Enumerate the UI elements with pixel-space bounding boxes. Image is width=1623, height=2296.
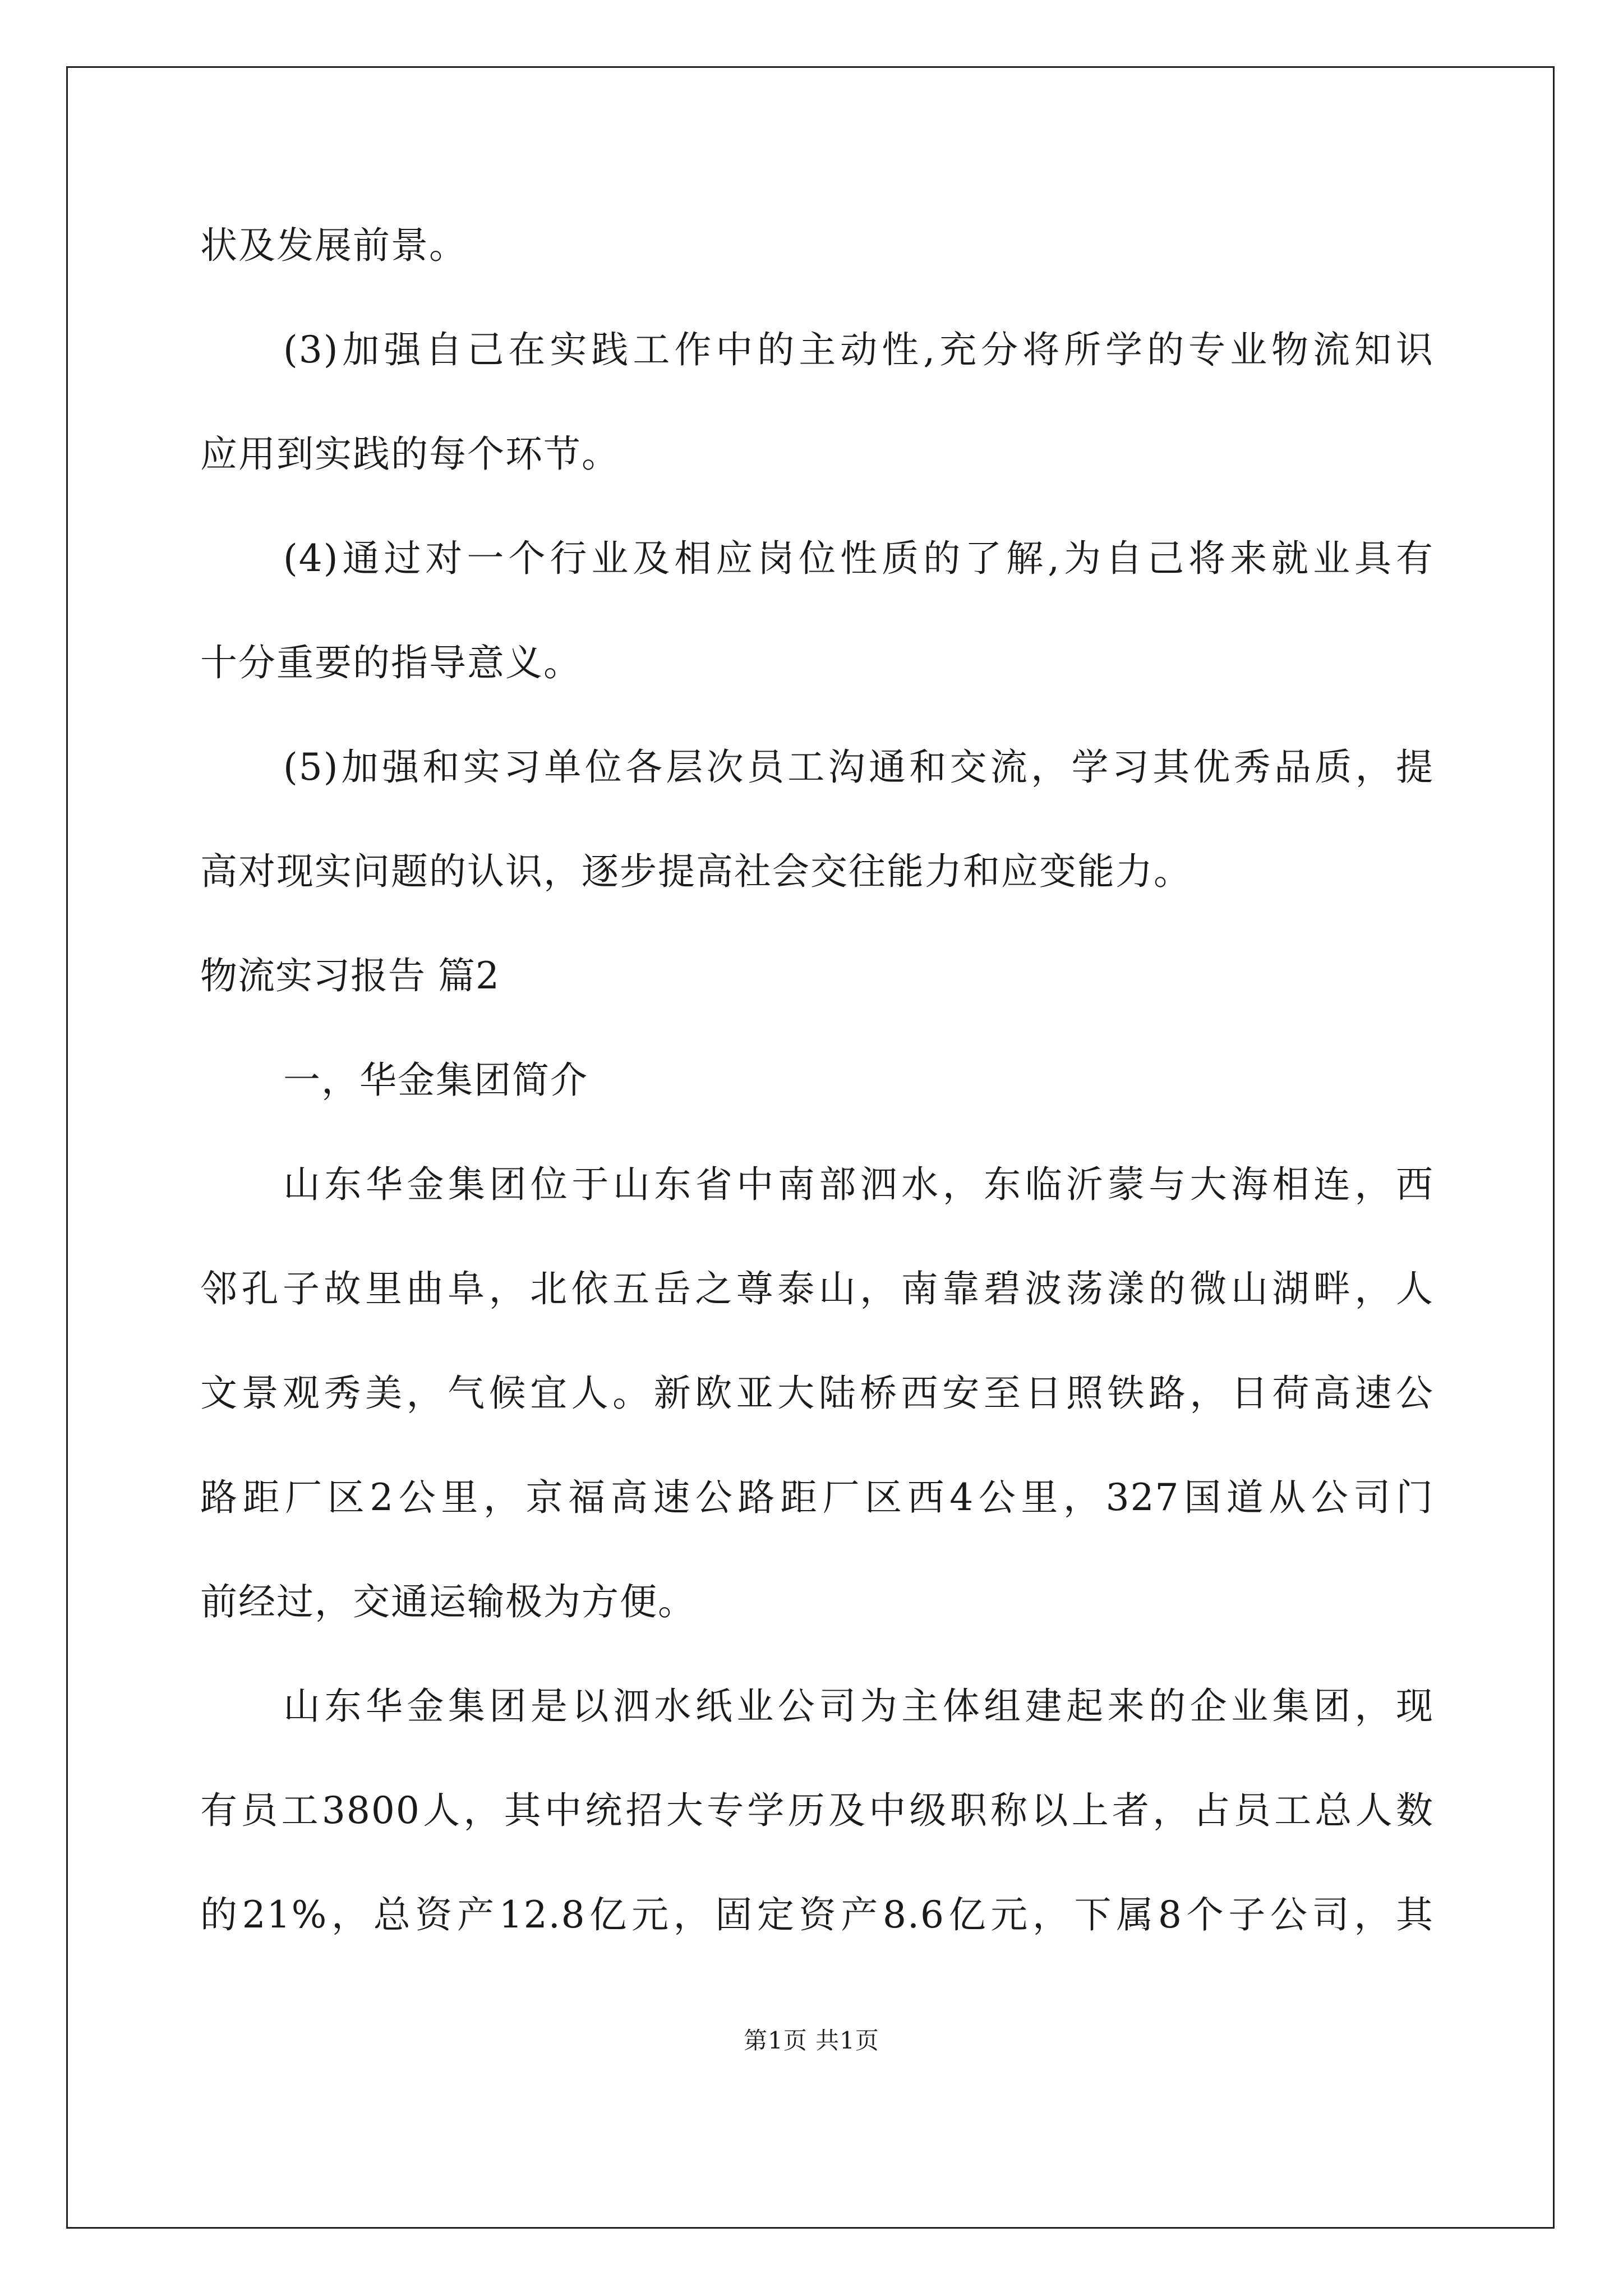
text-line: 应用到实践的每个环节。 — [200, 432, 620, 476]
document-body — [200, 194, 1434, 1967]
subsection-heading: 一，华金集团简介 — [283, 1059, 588, 1102]
page-footer: 第1页 共1页 — [744, 2027, 879, 2054]
text-line: 山东华金集团位于山东省中南部泗水，东临沂蒙与大海相连，西 — [283, 1163, 1434, 1206]
text-line: 状及发展前景。 — [200, 224, 467, 267]
text-line: (3)加强自己在实践工作中的主动性,充分将所学的专业物流知识 — [283, 328, 1434, 371]
section-heading: 物流实习报告 篇2 — [200, 954, 500, 997]
text-line: 有员工3800人，其中统招大专学历及中级职称以上者，占员工总人数 — [200, 1789, 1434, 1832]
text-line: 高对现实问题的认识，逐步提高社会交往能力和应变能力。 — [200, 850, 1192, 893]
text-line: 路距厂区2公里，京福高速公路距厂区西4公里，327国道从公司门 — [200, 1476, 1434, 1519]
text-line: 的21%，总资产12.8亿元，固定资产8.6亿元，下属8个子公司，其 — [200, 1893, 1434, 1936]
text-line: 邻孔子故里曲阜，北依五岳之尊泰山，南靠碧波荡漾的微山湖畔，人 — [200, 1267, 1434, 1310]
text-line: 山东华金集团是以泗水纸业公司为主体组建起来的企业集团，现 — [283, 1685, 1434, 1728]
text-line: 十分重要的指导意义。 — [200, 641, 582, 684]
text-line: (5)加强和实习单位各层次员工沟通和交流，学习其优秀品质，提 — [283, 746, 1434, 789]
text-line: (4)通过对一个行业及相应岗位性质的了解,为自己将来就业具有 — [283, 537, 1434, 580]
text-line: 前经过，交通运输极为方便。 — [200, 1580, 696, 1623]
text-line: 文景观秀美，气候宜人。新欧亚大陆桥西安至日照铁路，日荷高速公 — [200, 1372, 1434, 1415]
